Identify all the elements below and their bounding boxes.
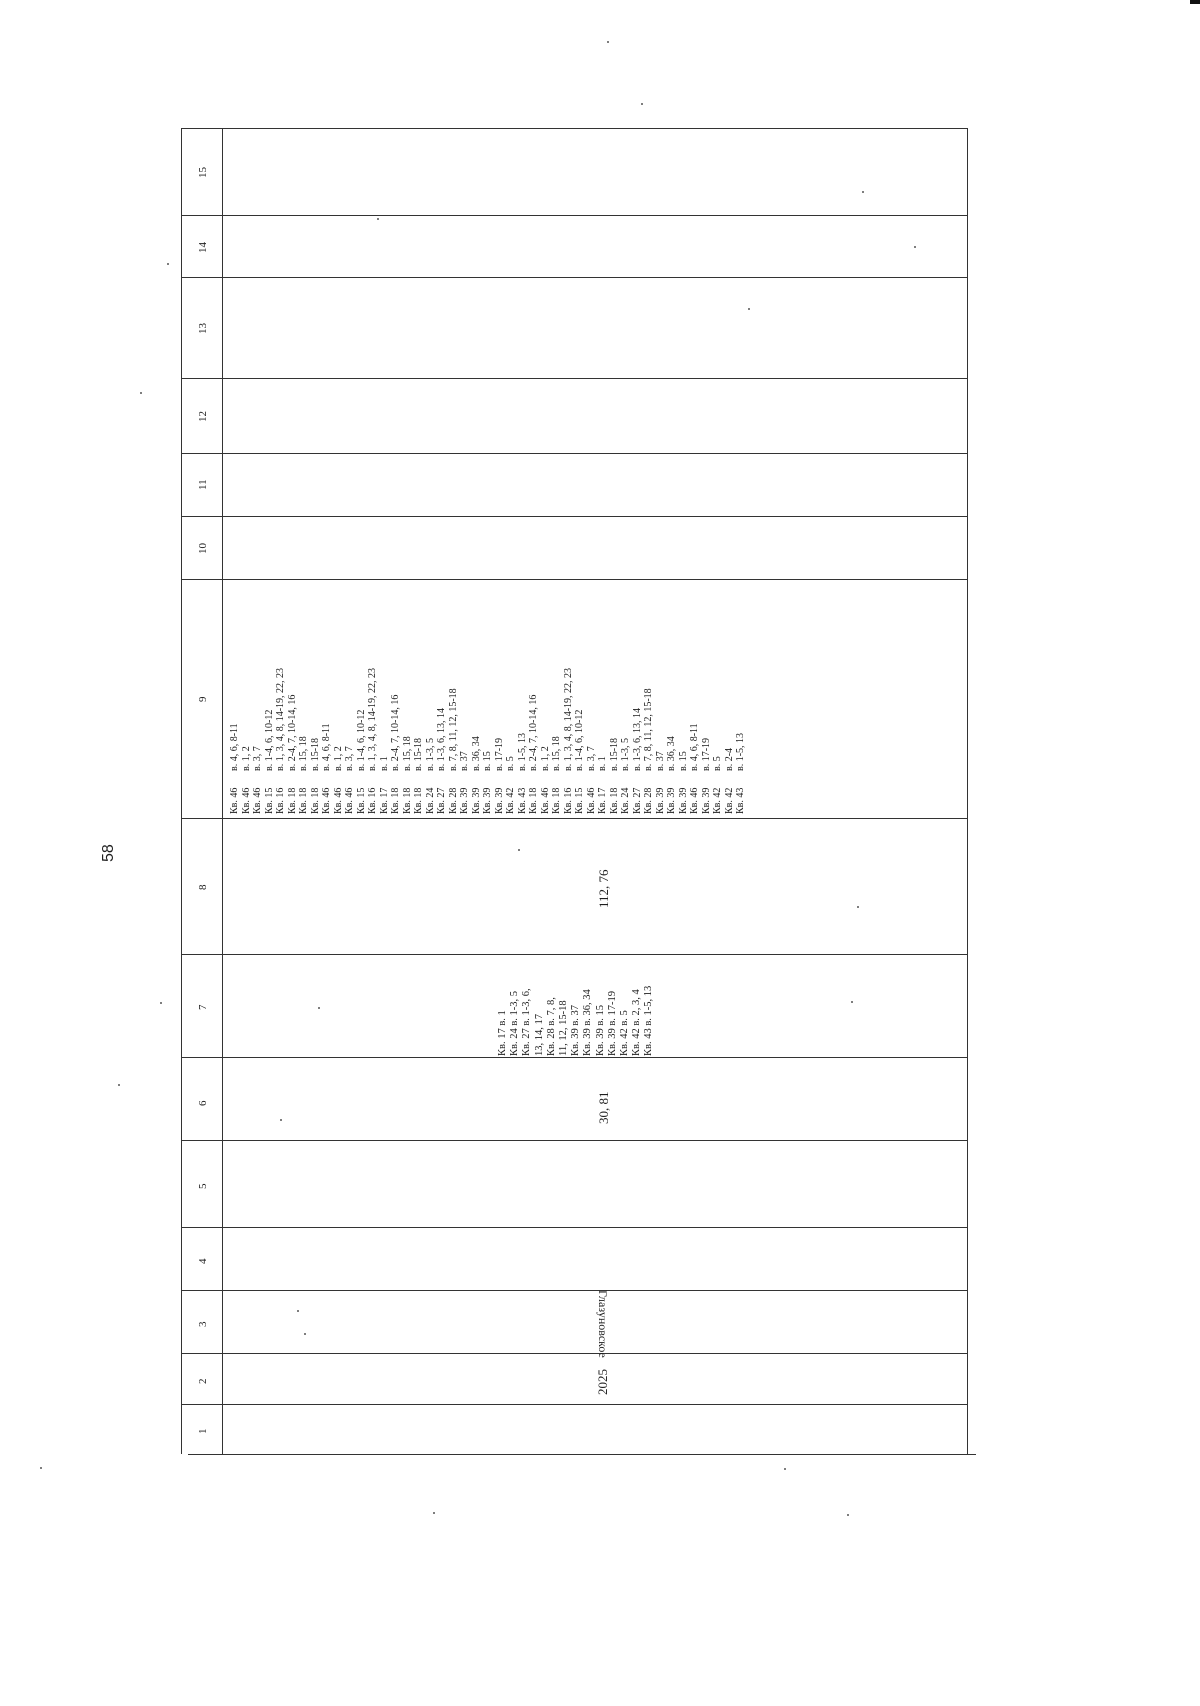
plot-entry: в. 1, 2 — [240, 746, 252, 771]
plot-entry: в. 1-3, 6, 13, 14 — [436, 707, 447, 771]
plot-entry: в. 15-18 — [309, 737, 321, 771]
plot-entry: в. 1-4, 6, 10-12 — [574, 709, 585, 771]
column-divider — [181, 215, 968, 216]
quarter-entry: Кв. 15 — [574, 787, 585, 814]
column-divider — [181, 516, 968, 517]
quarter-entry: Кв. 39 — [654, 787, 666, 814]
column-number-8: 8 — [197, 884, 209, 890]
quarter-plot-line: Кв. 39 в. 37 — [570, 1004, 582, 1056]
plot-entry: в. 1 — [597, 756, 608, 771]
column-divider — [181, 1353, 968, 1354]
plot-entry: в. 15 — [677, 751, 689, 771]
plot-entry: в. 15-18 — [413, 737, 424, 771]
plot-entry: в. 15, 18 — [551, 736, 562, 771]
column-number-6: 6 — [197, 1100, 209, 1106]
column-number-10: 10 — [197, 543, 209, 554]
quarter-plot-line: Кв. 17 в. 1 — [497, 1010, 508, 1056]
quarter-entry: Кв. 18 — [608, 787, 620, 814]
column-number-15: 15 — [197, 167, 209, 178]
scan-speck — [118, 1084, 120, 1086]
quarter-entry: Кв. 18 — [528, 787, 539, 814]
quarter-entry: Кв. 28 — [643, 787, 654, 814]
quarter-entry: Кв. 39 — [677, 787, 689, 814]
plot-entry: в. 1, 3, 4, 8, 14-19, 22, 23 — [275, 667, 286, 771]
quarter-plot-line: Кв. 24 в. 1-3, 5 — [509, 990, 521, 1056]
column-divider — [181, 453, 968, 454]
scan-speck — [857, 906, 859, 908]
scan-speck — [914, 246, 916, 248]
quarter-entry: Кв. 28 — [447, 787, 459, 814]
quarter-entry: Кв. 39 — [482, 787, 493, 814]
plot-entry: в. 1, 3, 4, 8, 14-19, 22, 23 — [367, 667, 378, 771]
scan-speck — [748, 308, 750, 310]
column-divider — [181, 277, 968, 278]
quarter-plot-line: Кв. 43 в. 1-5, 13 — [643, 985, 655, 1056]
quarter-plot-line: Кв. 39 в. 15 — [594, 1004, 606, 1056]
quarter-entry: Кв. 39 — [459, 787, 470, 814]
plot-entry: в. 1-3, 5 — [620, 737, 631, 771]
header-band-divider — [222, 128, 223, 1454]
plot-entry: в. 2-4, 7, 10-14, 16 — [286, 694, 298, 771]
plot-entry: в. 5 — [505, 756, 516, 771]
scan-speck — [851, 1001, 853, 1003]
plot-entry: в. 4, 6, 8-11 — [229, 723, 240, 771]
plot-entry: в. 1 — [378, 756, 390, 771]
scan-speck — [167, 263, 169, 265]
quarter-plot-line: Кв. 42 в. 2, 3, 4 — [631, 989, 643, 1056]
column-divider — [181, 1057, 968, 1058]
table-border-top — [181, 128, 968, 129]
column-number-4: 4 — [197, 1258, 209, 1264]
column-divider — [181, 378, 968, 379]
plot-entry: в. 15, 18 — [298, 736, 309, 771]
column-divider — [181, 1290, 968, 1291]
column-number-13: 13 — [197, 323, 209, 334]
quarter-entry: Кв. 39 — [493, 787, 505, 814]
column-divider — [181, 1227, 968, 1228]
quarter-entry: Кв. 43 — [735, 787, 746, 814]
quarter-entry: Кв. 24 — [620, 787, 631, 814]
column-number-14: 14 — [197, 242, 209, 253]
table-border-left — [181, 128, 182, 1454]
quarter-entry: Кв. 39 — [470, 787, 482, 814]
plot-entry: в. 5 — [712, 756, 723, 771]
column-number-11: 11 — [197, 479, 209, 490]
quarter-entry: Кв. 46 — [252, 787, 263, 814]
quarter-plot-line: Кв. 28 в. 7, 8, — [545, 997, 557, 1056]
column-number-12: 12 — [197, 411, 209, 422]
quarter-entry: Кв. 18 — [298, 787, 309, 814]
quarter-entry: Кв. 39 — [700, 787, 712, 814]
quarter-entry: Кв. 17 — [597, 787, 608, 814]
scan-speck — [280, 1119, 282, 1121]
plot-entry: в. 2-4, 7, 10-14, 16 — [528, 694, 539, 771]
quarter-list-col9 — [229, 788, 747, 814]
quarter-entry: Кв. 18 — [401, 787, 413, 814]
column-divider — [181, 579, 968, 580]
quarter-entry: Кв. 42 — [712, 787, 723, 814]
quarter-entry: Кв. 15 — [263, 787, 275, 814]
scan-speck — [862, 191, 864, 193]
column-number-9: 9 — [197, 696, 209, 702]
plot-entry: в. 1-4, 6, 10-12 — [263, 709, 275, 771]
table-border-bottom — [188, 1454, 976, 1455]
quarter-list-col7 — [497, 986, 656, 1056]
scan-speck — [518, 849, 520, 851]
column-divider — [181, 1140, 968, 1141]
scan-speck — [40, 1467, 42, 1469]
plot-entry: в. 1, 3, 4, 8, 14-19, 22, 23 — [562, 667, 574, 771]
column-number-1: 1 — [197, 1428, 209, 1434]
quarter-entry: Кв. 16 — [562, 787, 574, 814]
scan-speck — [160, 1002, 162, 1004]
plot-entry: в. 2-4, 7, 10-14, 16 — [390, 694, 401, 771]
quarter-entry: Кв. 15 — [355, 787, 367, 814]
plot-entry: в. 1-3, 6, 13, 14 — [631, 707, 643, 771]
quarter-entry: Кв. 46 — [585, 787, 597, 814]
plot-entry: в. 17-19 — [700, 737, 712, 771]
table-border-right — [967, 128, 968, 1454]
quarter-entry: Кв. 18 — [286, 787, 298, 814]
plot-entry: в. 1, 2 — [332, 746, 344, 771]
quarter-plot-line: Кв. 42 в. 5 — [619, 1010, 631, 1056]
column-number-7: 7 — [197, 1004, 209, 1010]
page-number: 58 — [100, 844, 117, 862]
scan-speck — [433, 1512, 435, 1514]
quarter-entry: Кв. 18 — [390, 787, 401, 814]
scan-speck — [641, 103, 643, 105]
forestry-cell: Глазуновское — [596, 1290, 610, 1358]
quarter-entry: Кв. 46 — [321, 787, 332, 814]
quarter-plot-line: 13, 14, 17 — [533, 1014, 545, 1056]
scan-speck — [847, 1514, 849, 1516]
plot-entry: в. 1, 2 — [539, 746, 551, 771]
plot-entry: в. 2-4 — [723, 747, 735, 771]
quarter-entry: Кв. 46 — [332, 787, 344, 814]
quarter-plot-line: 11, 12, 15-18 — [558, 1000, 570, 1056]
column-number-5: 5 — [197, 1183, 209, 1189]
quarter-entry: Кв. 18 — [413, 787, 424, 814]
quarter-entry: Кв. 16 — [367, 787, 378, 814]
scan-speck — [140, 392, 142, 394]
plot-entry: в. 36, 34 — [470, 736, 482, 771]
quarter-entry: Кв. 16 — [275, 787, 286, 814]
column-divider — [181, 1404, 968, 1405]
plot-entry: в. 15, 18 — [401, 736, 413, 771]
quarter-entry: Кв. 46 — [539, 787, 551, 814]
column-divider — [181, 818, 968, 819]
scan-speck — [607, 41, 609, 43]
plot-entry: в. 15 — [482, 751, 493, 771]
plot-entry: в. 4, 6, 8-11 — [321, 723, 332, 771]
plot-entry: в. 1-5, 13 — [735, 732, 746, 771]
plot-entry: в. 37 — [654, 751, 666, 771]
quarter-entry: Кв. 46 — [689, 787, 700, 814]
quarter-entry: Кв. 46 — [344, 787, 355, 814]
scan-speck — [304, 1333, 306, 1335]
quarter-entry: Кв. 43 — [516, 787, 528, 814]
scan-speck — [318, 1007, 320, 1009]
column-divider — [181, 954, 968, 955]
plot-entry: в. 1-4, 6, 10-12 — [355, 709, 367, 771]
quarter-entry: Кв. 27 — [631, 787, 643, 814]
scan-speck — [297, 1310, 299, 1312]
column-number-3: 3 — [197, 1321, 209, 1327]
quarter-plot-line: Кв. 27 в. 1-3, 6, — [521, 988, 533, 1056]
year-cell: 2025 — [595, 1369, 610, 1395]
quarter-entry: Кв. 17 — [378, 787, 390, 814]
quarter-entry: Кв. 42 — [505, 787, 516, 814]
plot-entry: в. 3, 7 — [252, 746, 263, 771]
scan-speck — [784, 1468, 786, 1470]
plot-entry: в. 1-5, 13 — [516, 732, 528, 771]
quarter-entry: Кв. 27 — [436, 787, 447, 814]
plot-entry: в. 3, 7 — [585, 746, 597, 771]
quarter-entry: Кв. 39 — [666, 787, 677, 814]
quarter-entry: Кв. 46 — [229, 787, 240, 814]
plot-entry: в. 3, 7 — [344, 746, 355, 771]
quarter-entry: Кв. 42 — [723, 787, 735, 814]
scan-speck — [377, 218, 379, 220]
plot-entry: в. 7, 8, 11, 12, 15-18 — [643, 688, 654, 771]
plot-entry: в. 15-18 — [608, 737, 620, 771]
plot-entry: в. 17-19 — [493, 737, 505, 771]
plot-list-col9 — [229, 668, 747, 771]
quarter-entry: Кв. 46 — [240, 787, 252, 814]
plot-entry: в. 36, 34 — [666, 736, 677, 771]
quarter-plot-line: Кв. 39 в. 17-19 — [606, 990, 618, 1056]
plot-entry: в. 1-3, 5 — [424, 737, 436, 771]
corner-mark — [1190, 0, 1200, 4]
area-col6-cell: 30, 81 — [596, 1091, 611, 1124]
quarter-entry: Кв. 18 — [309, 787, 321, 814]
column-number-2: 2 — [197, 1378, 209, 1384]
plot-entry: в. 4, 6, 8-11 — [689, 723, 700, 771]
quarter-entry: Кв. 24 — [424, 787, 436, 814]
plot-entry: в. 37 — [459, 751, 470, 771]
quarter-entry: Кв. 18 — [551, 787, 562, 814]
quarter-plot-line: Кв. 39 в. 36, 34 — [582, 989, 594, 1056]
plot-entry: в. 7, 8, 11, 12, 15-18 — [447, 688, 459, 771]
area-col8-cell: 112, 76 — [596, 869, 611, 908]
